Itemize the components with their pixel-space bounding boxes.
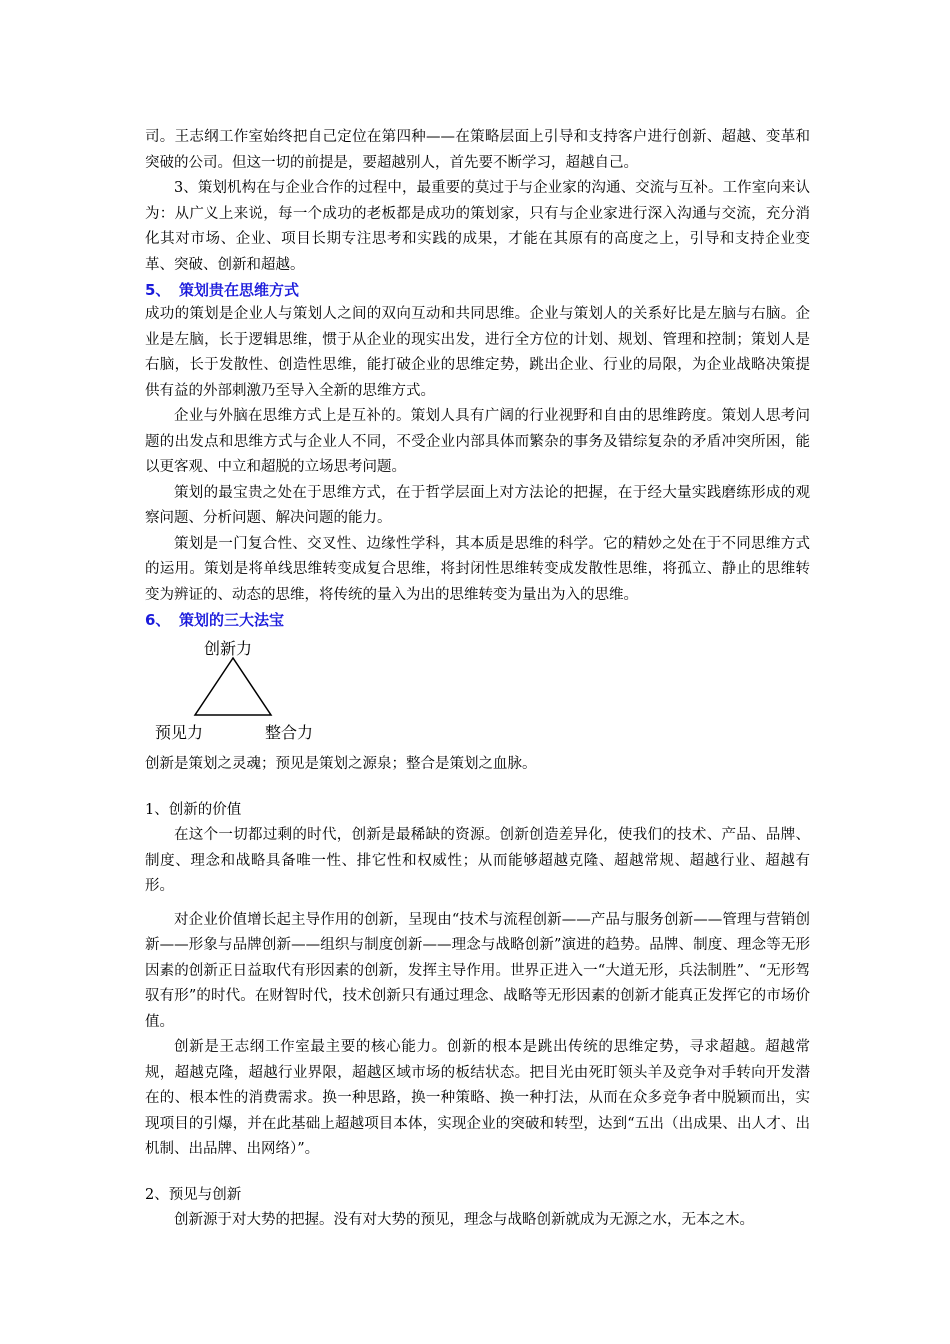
section-6-summary: 创新是策划之灵魂；预见是策划之源泉；整合是策划之血脉。 xyxy=(145,756,537,772)
section-5-paragraph-1: 成功的策划是企业人与策划人之间的双向互动和共同思维。企业与策划人的关系好比是左脑与右脑。企业是左脑，长于逻辑思维，惯于从企业的现实出发，进行全方位的计划、规划、管理和控制；策划人是右脑，长于发散性、创造性思维，能打破企业的思维定势，跳出企业、行业的局限，为企业战略决策提供有益的外部刺激乃至导入全新的思维方式。 xyxy=(145,306,810,399)
diagram-label-right: 整合力 xyxy=(265,723,314,742)
sub-2-heading: 2、预见与创新 xyxy=(145,1186,242,1203)
diagram-label-left: 预见力 xyxy=(155,723,204,742)
sub-1-paragraph-3: 创新是王志纲工作室最主要的核心能力。创新的根本是跳出传统的思维定势，寻求超越。超越常规，超越克隆，超越行业界限，超越区域市场的板结状态。把目光由死盯领头羊及竞争对手转向开发潜在的、根本性的消费需求。换一种思路，换一种策略、换一种打法，从而在众多竞争者中脱颖而出，实现项目的引爆，并在此基础上超越项目本体，实现企业的突破和转型，达到“五出（出成果、出人才、出机制、出品牌、出网络）”。 xyxy=(145,1039,810,1157)
section-5-heading xyxy=(145,278,810,302)
document-body xyxy=(145,125,810,1234)
section-6-title: 策划的三大法宝 xyxy=(179,611,285,629)
intro-paragraph-2: 3、策划机构在与企业合作的过程中，最重要的莫过于与企业家的沟通、交流与互补。工作室向来认为：从广义上来说，每一个成功的老板都是成功的策划家，只有与企业家进行深入沟通与交流，充分消化其对市场、企业、项目长期专注思考和实践的成果，才能在其原有的高度之上，引导和支持企业变革、突破、创新和超越。 xyxy=(145,180,810,273)
spacer xyxy=(145,1163,810,1183)
sub-1-paragraph-2: 对企业价值增长起主导作用的创新，呈现由“技术与流程创新——产品与服务创新——管理与营销创新——形象与品牌创新——组织与制度创新——理念与战略创新”演进的趋势。品牌、制度、理念等无形因素的创新正日益取代有形因素的创新，发挥主导作用。世界正进入一“大道无形，兵法制胜”、“无形驾驭有形”的时代。在财智时代，技术创新只有通过理念、战略等无形因素的创新才能真正发挥它的市场价值。 xyxy=(145,911,810,1030)
sub-2-paragraph-1: 创新源于对大势的把握。没有对大势的预见，理念与战略创新就成为无源之水，无本之木。 xyxy=(174,1212,754,1228)
spacer xyxy=(145,900,810,908)
section-5-paragraph-4: 策划是一门复合性、交叉性、边缘性学科，其本质是思维的科学。它的精妙之处在于不同思维方式的运用。策划是将单线思维转变成复合思维，将封闭性思维转变成发散性思维，将孤立、静止的思维转变为辨证的、动态的思维，将传统的量入为出的思维转变为量出为入的思维。 xyxy=(145,535,810,603)
section-5-paragraph-3: 策划的最宝贵之处在于思维方式，在于哲学层面上对方法论的把握，在于经大量实践磨练形成的观察问题、分析问题、解决问题的能力。 xyxy=(145,484,810,526)
intro-paragraph-1: 司。王志纲工作室始终把自己定位在第四种——在策略层面上引导和支持客户进行创新、超越、变革和突破的公司。但这一切的前提是，要超越别人，首先要不断学习，超越自己。 xyxy=(145,129,810,171)
section-5-number: 5、 xyxy=(145,281,171,299)
triangle-diagram xyxy=(151,636,351,746)
sub-1-heading: 1、创新的价值 xyxy=(145,801,242,818)
sub-1-paragraph-1: 在这个一切都过剩的时代，创新是最稀缺的资源。创新创造差异化，使我们的技术、产品、品牌、制度、理念和战略具备唯一性、排它性和权威性；从而能够超越克隆、超越常规、超越行业、超越有形。 xyxy=(145,827,810,894)
section-6-heading xyxy=(145,608,810,632)
section-5-paragraph-2: 企业与外脑在思维方式上是互补的。策划人具有广阔的行业视野和自由的思维跨度。策划人思考问题的出发点和思维方式与企业人不同，不受企业内部具体而繁杂的事务及错综复杂的矛盾冲突所困，能以更客观、中立和超脱的立场思考问题。 xyxy=(145,408,810,475)
section-6-number: 6、 xyxy=(145,611,171,629)
diagram-label-top: 创新力 xyxy=(204,639,253,658)
spacer xyxy=(145,778,810,798)
section-5-title: 策划贵在思维方式 xyxy=(179,281,300,299)
